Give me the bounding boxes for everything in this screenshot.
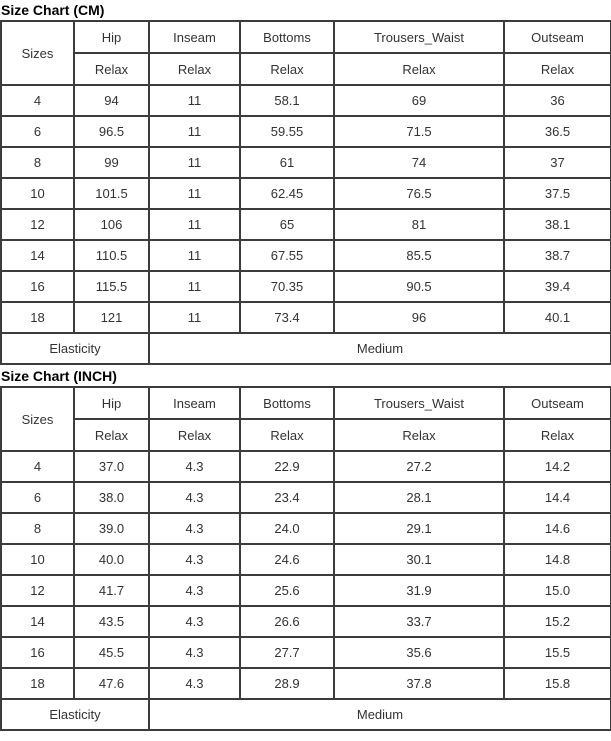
measurement-cell: 4.3 (149, 544, 240, 575)
measurement-cell: 96.5 (74, 116, 149, 147)
measurement-cell: 39.4 (504, 271, 611, 302)
measurement-cell: 11 (149, 178, 240, 209)
measurement-cell: 4.3 (149, 637, 240, 668)
measurement-cell: 45.5 (74, 637, 149, 668)
measurement-cell: 27.2 (334, 451, 504, 482)
measurement-cell: 14.2 (504, 451, 611, 482)
measurement-cell: 69 (334, 85, 504, 116)
size-row-14 (1, 240, 611, 271)
measurement-cell: 106 (74, 209, 149, 240)
measurement-cell: 36.5 (504, 116, 611, 147)
elasticity-row (1, 333, 611, 364)
size-row-12 (1, 209, 611, 240)
measurement-cell: 67.55 (240, 240, 334, 271)
measurement-cell: 38.7 (504, 240, 611, 271)
measurement-cell: 14.8 (504, 544, 611, 575)
size-row-14 (1, 606, 611, 637)
measure-subheader-row (1, 53, 611, 85)
size-label-cell: 4 (1, 451, 74, 482)
measurement-cell: 62.45 (240, 178, 334, 209)
measurement-cell: 15.5 (504, 637, 611, 668)
elasticity-label: Elasticity (1, 699, 149, 730)
measurement-cell: 11 (149, 271, 240, 302)
measurement-cell: 30.1 (334, 544, 504, 575)
measurement-cell: 76.5 (334, 178, 504, 209)
measurement-cell: 22.9 (240, 451, 334, 482)
column-header-outseam: Outseam (504, 387, 611, 419)
measurement-cell: 4.3 (149, 575, 240, 606)
subheader-relax: Relax (504, 419, 611, 451)
column-header-sizes: Sizes (1, 21, 74, 85)
measurement-cell: 25.6 (240, 575, 334, 606)
measurement-cell: 94 (74, 85, 149, 116)
size-chart-inch-section (0, 368, 611, 731)
size-chart-inch-table (0, 386, 611, 731)
column-header-hip: Hip (74, 387, 149, 419)
measurement-cell: 11 (149, 302, 240, 333)
size-row-12 (1, 575, 611, 606)
size-label-cell: 4 (1, 85, 74, 116)
measurement-cell: 14.6 (504, 513, 611, 544)
size-label-cell: 18 (1, 302, 74, 333)
column-header-hip: Hip (74, 21, 149, 53)
measurement-cell: 101.5 (74, 178, 149, 209)
measurement-cell: 11 (149, 147, 240, 178)
column-header-outseam: Outseam (504, 21, 611, 53)
measurement-cell: 59.55 (240, 116, 334, 147)
size-chart-cm-title: Size Chart (CM) (1, 2, 105, 18)
subheader-relax: Relax (149, 419, 240, 451)
subheader-relax: Relax (334, 419, 504, 451)
measurement-cell: 28.9 (240, 668, 334, 699)
size-row-10 (1, 178, 611, 209)
measurement-cell: 115.5 (74, 271, 149, 302)
measurement-cell: 11 (149, 116, 240, 147)
size-row-16 (1, 637, 611, 668)
measurement-cell: 33.7 (334, 606, 504, 637)
measurement-cell: 37 (504, 147, 611, 178)
subheader-relax: Relax (334, 53, 504, 85)
measurement-cell: 28.1 (334, 482, 504, 513)
column-header-row (1, 387, 611, 419)
measurement-cell: 24.0 (240, 513, 334, 544)
size-row-8 (1, 147, 611, 178)
measurement-cell: 11 (149, 85, 240, 116)
size-row-18 (1, 302, 611, 333)
size-label-cell: 18 (1, 668, 74, 699)
measurement-cell: 38.0 (74, 482, 149, 513)
measurement-cell: 35.6 (334, 637, 504, 668)
measurement-cell: 121 (74, 302, 149, 333)
column-header-bottoms: Bottoms (240, 387, 334, 419)
measurement-cell: 71.5 (334, 116, 504, 147)
column-header-row (1, 21, 611, 53)
subheader-relax: Relax (74, 53, 149, 85)
measurement-cell: 37.5 (504, 178, 611, 209)
size-label-cell: 14 (1, 240, 74, 271)
size-row-4 (1, 85, 611, 116)
measurement-cell: 65 (240, 209, 334, 240)
column-header-bottoms: Bottoms (240, 21, 334, 53)
size-label-cell: 16 (1, 637, 74, 668)
measurement-cell: 11 (149, 209, 240, 240)
measurement-cell: 36 (504, 85, 611, 116)
measurement-cell: 85.5 (334, 240, 504, 271)
column-header-trousers-waist: Trousers_Waist (334, 387, 504, 419)
size-row-16 (1, 271, 611, 302)
elasticity-value: Medium (149, 333, 611, 364)
measurement-cell: 41.7 (74, 575, 149, 606)
subheader-relax: Relax (74, 419, 149, 451)
subheader-relax: Relax (240, 419, 334, 451)
size-row-18 (1, 668, 611, 699)
measure-subheader-row (1, 419, 611, 451)
size-label-cell: 8 (1, 147, 74, 178)
column-header-sizes: Sizes (1, 387, 74, 451)
size-label-cell: 12 (1, 575, 74, 606)
measurement-cell: 73.4 (240, 302, 334, 333)
elasticity-label: Elasticity (1, 333, 149, 364)
measurement-cell: 37.8 (334, 668, 504, 699)
size-label-cell: 16 (1, 271, 74, 302)
measurement-cell: 24.6 (240, 544, 334, 575)
measurement-cell: 23.4 (240, 482, 334, 513)
size-label-cell: 12 (1, 209, 74, 240)
measurement-cell: 4.3 (149, 668, 240, 699)
measurement-cell: 4.3 (149, 482, 240, 513)
elasticity-value: Medium (149, 699, 611, 730)
subheader-relax: Relax (504, 53, 611, 85)
elasticity-row (1, 699, 611, 730)
size-label-cell: 10 (1, 544, 74, 575)
measurement-cell: 4.3 (149, 513, 240, 544)
size-label-cell: 14 (1, 606, 74, 637)
measurement-cell: 90.5 (334, 271, 504, 302)
measurement-cell: 38.1 (504, 209, 611, 240)
measurement-cell: 39.0 (74, 513, 149, 544)
size-chart-inch-title: Size Chart (INCH) (1, 368, 117, 384)
measurement-cell: 47.6 (74, 668, 149, 699)
measurement-cell: 31.9 (334, 575, 504, 606)
measurement-cell: 110.5 (74, 240, 149, 271)
measurement-cell: 15.2 (504, 606, 611, 637)
column-header-trousers-waist: Trousers_Waist (334, 21, 504, 53)
measurement-cell: 61 (240, 147, 334, 178)
size-label-cell: 8 (1, 513, 74, 544)
measurement-cell: 29.1 (334, 513, 504, 544)
measurement-cell: 26.6 (240, 606, 334, 637)
size-row-8 (1, 513, 611, 544)
measurement-cell: 4.3 (149, 606, 240, 637)
measurement-cell: 4.3 (149, 451, 240, 482)
measurement-cell: 81 (334, 209, 504, 240)
measurement-cell: 58.1 (240, 85, 334, 116)
measurement-cell: 43.5 (74, 606, 149, 637)
size-label-cell: 6 (1, 116, 74, 147)
measurement-cell: 37.0 (74, 451, 149, 482)
size-label-cell: 10 (1, 178, 74, 209)
size-row-6 (1, 482, 611, 513)
size-label-cell: 6 (1, 482, 74, 513)
column-header-inseam: Inseam (149, 387, 240, 419)
size-chart-cm-table (0, 20, 611, 365)
measurement-cell: 70.35 (240, 271, 334, 302)
size-row-6 (1, 116, 611, 147)
size-chart-cm-section (0, 2, 611, 365)
subheader-relax: Relax (149, 53, 240, 85)
measurement-cell: 14.4 (504, 482, 611, 513)
measurement-cell: 40.0 (74, 544, 149, 575)
measurement-cell: 27.7 (240, 637, 334, 668)
measurement-cell: 99 (74, 147, 149, 178)
measurement-cell: 15.0 (504, 575, 611, 606)
measurement-cell: 96 (334, 302, 504, 333)
subheader-relax: Relax (240, 53, 334, 85)
size-row-4 (1, 451, 611, 482)
measurement-cell: 11 (149, 240, 240, 271)
measurement-cell: 15.8 (504, 668, 611, 699)
size-row-10 (1, 544, 611, 575)
measurement-cell: 74 (334, 147, 504, 178)
column-header-inseam: Inseam (149, 21, 240, 53)
measurement-cell: 40.1 (504, 302, 611, 333)
